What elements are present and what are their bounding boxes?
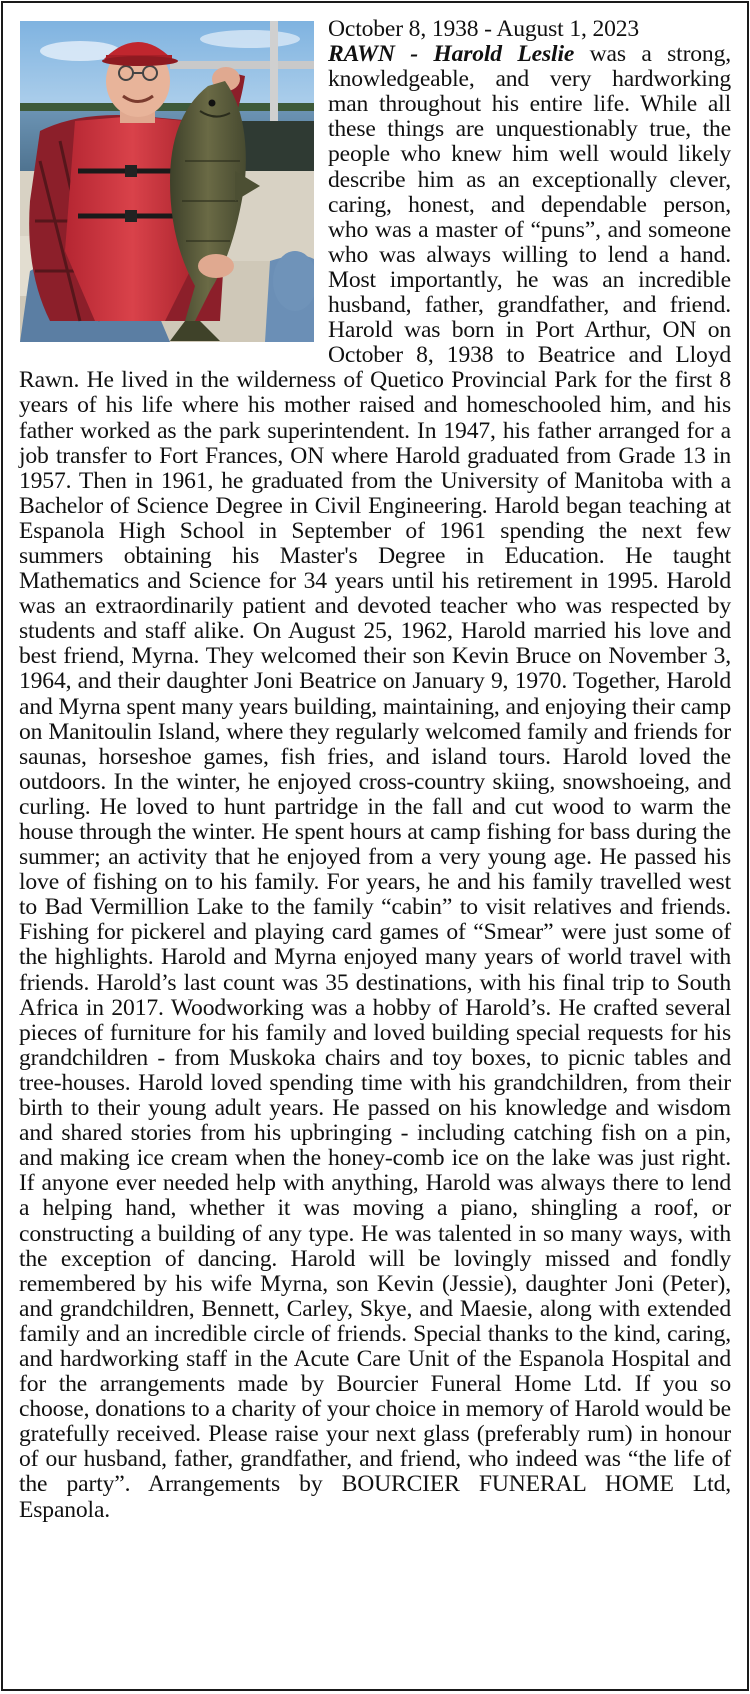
deceased-name: RAWN - Harold Leslie (328, 41, 575, 68)
obituary-body: was a strong, knowledgeable, and very hardworking man throughout his entire life. While all these things are unquestionably true, the people who knew him well would likely describe him as an exceptionally clever, caring, honest, and dependable person, who was a master of “puns”, and someone who was always willing to lend a hand. Most importantly, he was an incredible husband, father, grandfather, and friend. Harold was born in Port Arthur, ON on October 8, 1938 to Beatrice and Lloyd Rawn. He lived in the wilderness of Quetico Provincial Park for the first 8 years of his life where his mother raised and homeschooled him, and his father worked as the park superintendent. In 1947, his father arranged for a job transfer to Fort Frances, ON where Harold graduated from Grade 13 in 1957. Then in 1961, he graduated from the University of Manitoba with a Bachelor of Science Degree in Civil Engineering. Harold began teaching at Espanola High School in September of 1961 spending the next few summers obtaining his Master's Degree in Education. He taught Mathematics and Science for 34 years until his retirement in 1995. Harold was an extraordinarily patient and devoted teacher who was respected by students and staff alike. On August 25, 1962, Harold married his love and best friend, Myrna. They welcomed their son Kevin Bruce on November 3, 1964, and their daughter Joni Beatrice on January 9, 1970. Together, Harold and Myrna spent many years building, maintaining, and enjoying their camp on Manitoulin Island, where they regularly welcomed family and friends for saunas, horseshoe games, fish fries, and island tours. Harold loved the outdoors. In the winter, he enjoyed cross-country skiing, snowshoeing, and curling. He loved to hunt partridge in the fall and cut wood to warm the house through the winter. He spent hours at camp fishing for bass during the summer; an activity that he enjoyed from a very young age. He passed his love of fishing on to his family. For years, he and his family travelled west to Bad Vermillion Lake to the family “cabin” to visit relatives and friends. Fishing for pickerel and playing card games of “Smear” were just some of the highlights. Harold and Myrna enjoyed many years of world travel with friends. Harold’s last count was 35 destinations, with his final trip to South Africa in 2017. Woodworking was a hobby of Harold’s. He crafted several pieces of furniture for his family and loved building special requests for his grandchildren - from Muskoka chairs and toy boxes, to picnic tables and tree-houses. Harold loved spending time with his grandchildren, from their birth to their young adult years. He passed on his knowledge and wisdom and shared stories from his upbringing - including catching fish on a pin, and making ice cream when the honey-comb ice on the lake was just right. If anyone ever needed help with anything, Harold was always there to lend a helping hand, whether it was moving a piano, shingling a roof, or constructing a building of any type. He was talented in so many ways, with the exception of dancing. Harold will be lovingly missed and fondly remembered by his wife Myrna, son Kevin (Jessie), daughter Joni (Peter), and grandchildren, Bennett, Carley, Skye, and Maesie, along with extended family and an incredible circle of friends. Special thanks to the kind, caring, and hardworking staff in the Acute Care Unit of the Espanola Hospital and for the arrangements made by Bourcier Funeral Home Ltd. If you so choose, donations to a charity of your choice in memory of Harold would be gratefully received. Please raise your next glass (preferably rum) in honour of our husband, father, grandfather, and friend, who indeed was “the life of the party”. Arrangements by (19, 41, 731, 1498)
obituary-notice (1, 1, 749, 1691)
life-dates: October 8, 1938 - August 1, 2023 (328, 16, 640, 42)
portrait-photo (20, 21, 314, 342)
funeral-home-name: BOURCIER FUNERAL HOME Ltd, Espanola. (19, 1471, 731, 1523)
portrait-photo-icon (20, 21, 314, 342)
